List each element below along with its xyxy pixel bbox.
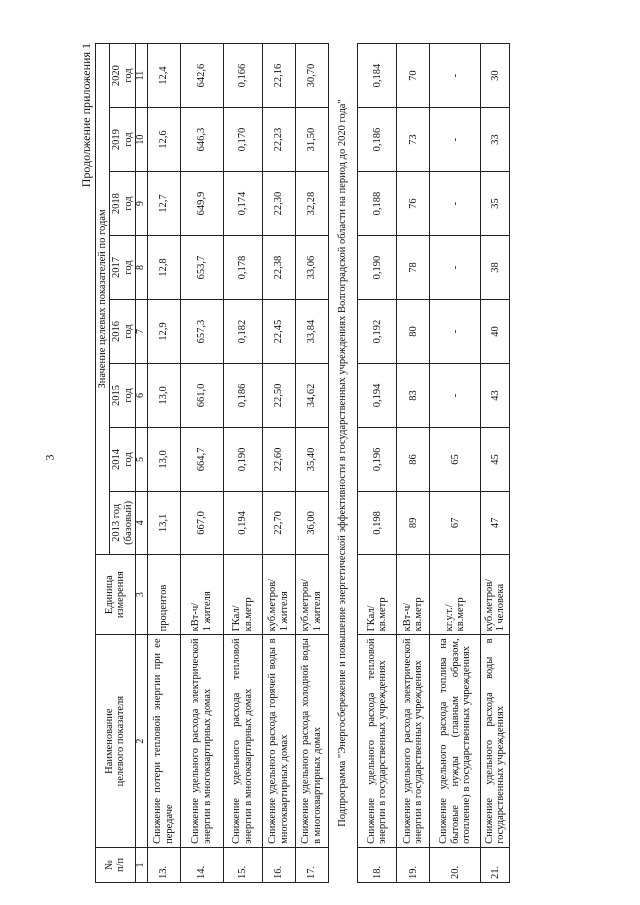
rotated-page-content: [79, 43, 639, 883]
value-cell: 30,70: [295, 44, 328, 108]
value-cell: 30: [481, 44, 510, 108]
unit-cell: ГКал/ кв.метр: [358, 554, 397, 634]
col-number: 3: [135, 554, 147, 634]
value-cell: 86: [397, 427, 430, 491]
value-cell: -: [430, 300, 481, 364]
column-numbers-row: [135, 44, 147, 883]
value-cell: 13,1: [147, 491, 180, 554]
col-number: 8: [135, 236, 147, 300]
value-cell: 0,198: [358, 491, 397, 554]
header-unit: Единица измерения: [96, 554, 136, 634]
value-cell: 70: [397, 44, 430, 108]
value-cell: 32,28: [295, 172, 328, 236]
value-cell: 12,7: [147, 172, 180, 236]
header-name: Наименование целевого показателя: [96, 635, 136, 848]
value-cell: 33,84: [295, 300, 328, 364]
value-cell: 83: [397, 364, 430, 428]
value-cell: 12,4: [147, 44, 180, 108]
header-year: 2019 год: [110, 108, 136, 172]
row-number: 13.: [147, 847, 180, 882]
value-cell: 22,23: [262, 108, 295, 172]
value-cell: 22,60: [262, 427, 295, 491]
row-number: 14.: [180, 847, 223, 882]
row-number: 18.: [358, 847, 397, 882]
row-number: 15.: [223, 847, 262, 882]
value-cell: 67: [430, 491, 481, 554]
value-cell: 36,00: [295, 491, 328, 554]
value-cell: 0,192: [358, 300, 397, 364]
value-cell: 80: [397, 300, 430, 364]
value-cell: -: [430, 108, 481, 172]
table-row: [481, 44, 510, 883]
subprogram-title: Подпрограмма "Энергосбережение и повышение энергетической эффективности в государственных учреждениях Волгоградской области на период до 2020 года": [336, 99, 348, 827]
row-number: 16.: [262, 847, 295, 882]
value-cell: -: [430, 364, 481, 428]
value-cell: 0,186: [358, 108, 397, 172]
value-cell: 0,166: [223, 44, 262, 108]
value-cell: 0,188: [358, 172, 397, 236]
value-cell: -: [430, 44, 481, 108]
page-number: 3: [42, 454, 57, 461]
header-year: 2015 год: [110, 364, 136, 428]
value-cell: 0,194: [358, 364, 397, 428]
value-cell: 33: [481, 108, 510, 172]
table-row: [180, 44, 223, 883]
value-cell: 12,8: [147, 236, 180, 300]
value-cell: 47: [481, 491, 510, 554]
indicator-name: Снижение удельного расхода холодной воды в многоквартирных домах: [295, 635, 328, 848]
value-cell: 0,190: [223, 427, 262, 491]
unit-cell: ГКал/ кв.метр: [223, 554, 262, 634]
indicator-name: Снижение удельного расхода электрической энергии в государственных учреждениях: [397, 635, 430, 848]
indicator-name: Снижение удельного расхода тепловой энергии в государственных учреждениях: [358, 635, 397, 848]
value-cell: 22,38: [262, 236, 295, 300]
indicator-name: Снижение удельного расхода воды в государственных учреждениях: [481, 635, 510, 848]
value-cell: 664,7: [180, 427, 223, 491]
header-row-1: [96, 44, 110, 883]
col-number: 6: [135, 364, 147, 428]
value-cell: 45: [481, 427, 510, 491]
value-cell: 0,194: [223, 491, 262, 554]
value-cell: 22,16: [262, 44, 295, 108]
value-cell: 0,196: [358, 427, 397, 491]
value-cell: 0,186: [223, 364, 262, 428]
value-cell: 646,3: [180, 108, 223, 172]
indicator-name: Снижение удельного расхода топлива на бытовые нужды (главным образом, отопление) в государственных учреждениях: [430, 635, 481, 848]
col-number: 2: [135, 635, 147, 848]
indicator-name: Снижение удельного расхода тепловой энергии в многоквартирных домах: [223, 635, 262, 848]
header-year: 2013 год (базовый): [110, 491, 136, 554]
col-number: 5: [135, 427, 147, 491]
value-cell: 12,9: [147, 300, 180, 364]
table-row: [147, 44, 180, 883]
header-year: 2020 год: [110, 44, 136, 108]
value-cell: 642,6: [180, 44, 223, 108]
value-cell: 657,3: [180, 300, 223, 364]
table-row: [358, 44, 397, 883]
value-cell: 22,30: [262, 172, 295, 236]
value-cell: -: [430, 236, 481, 300]
col-number: 1: [135, 847, 147, 882]
table-row: [223, 44, 262, 883]
header-year: 2018 год: [110, 172, 136, 236]
indicator-name: Снижение потери тепловой энергии при ее передаче: [147, 635, 180, 848]
unit-cell: куб.метров/ 1 жителя: [295, 554, 328, 634]
value-cell: 89: [397, 491, 430, 554]
header-year: 2016 год: [110, 300, 136, 364]
row-number: 21.: [481, 847, 510, 882]
unit-cell: куб.метров/ 1 человека: [481, 554, 510, 634]
value-cell: 0,190: [358, 236, 397, 300]
unit-cell: куб.метров/ 1 жителя: [262, 554, 295, 634]
value-cell: 649,9: [180, 172, 223, 236]
value-cell: 78: [397, 236, 430, 300]
value-cell: -: [430, 172, 481, 236]
col-number: 7: [135, 300, 147, 364]
value-cell: 12,6: [147, 108, 180, 172]
value-cell: 22,45: [262, 300, 295, 364]
header-values-title: Значение целевых показателей по годам: [96, 44, 110, 555]
value-cell: 35,40: [295, 427, 328, 491]
row-number: 17.: [295, 847, 328, 882]
value-cell: 40: [481, 300, 510, 364]
col-number: 9: [135, 172, 147, 236]
row-number: 19.: [397, 847, 430, 882]
value-cell: 22,50: [262, 364, 295, 428]
row-number: 20.: [430, 847, 481, 882]
indicator-name: Снижение удельного расхода электрической энергии в многоквартирных домах: [180, 635, 223, 848]
caption-continuation: Продолжение приложения 1: [79, 43, 93, 188]
col-number: 10: [135, 108, 147, 172]
indicator-name: Снижение удельного расхода горячей воды в многоквартирных домах: [262, 635, 295, 848]
value-cell: 661,0: [180, 364, 223, 428]
value-cell: 13,0: [147, 364, 180, 428]
value-cell: 0,170: [223, 108, 262, 172]
col-number: 11: [135, 44, 147, 108]
value-cell: 22,70: [262, 491, 295, 554]
value-cell: 43: [481, 364, 510, 428]
value-cell: 38: [481, 236, 510, 300]
value-cell: 73: [397, 108, 430, 172]
value-cell: 33,06: [295, 236, 328, 300]
value-cell: 65: [430, 427, 481, 491]
table-row: [295, 44, 328, 883]
table-row: [262, 44, 295, 883]
value-cell: 0,182: [223, 300, 262, 364]
value-cell: 653,7: [180, 236, 223, 300]
value-cell: 0,178: [223, 236, 262, 300]
header-year: 2014 год: [110, 427, 136, 491]
unit-cell: кВт-ч/ кв.метр: [397, 554, 430, 634]
header-no: № п/п: [96, 847, 136, 882]
value-cell: 34,62: [295, 364, 328, 428]
value-cell: 76: [397, 172, 430, 236]
value-cell: 35: [481, 172, 510, 236]
target-indicators-table: [95, 43, 510, 883]
table-row: [430, 44, 481, 883]
header-year: 2017 год: [110, 236, 136, 300]
col-number: 4: [135, 491, 147, 554]
unit-cell: кВт-ч/ 1 жителя: [180, 554, 223, 634]
value-cell: 0,184: [358, 44, 397, 108]
table-row: [397, 44, 430, 883]
value-cell: 667,0: [180, 491, 223, 554]
subprogram-row: [328, 44, 358, 883]
unit-cell: процентов: [147, 554, 180, 634]
value-cell: 13,0: [147, 427, 180, 491]
value-cell: 0,174: [223, 172, 262, 236]
unit-cell: кг.у.т./ кв.метр: [430, 554, 481, 634]
value-cell: 31,50: [295, 108, 328, 172]
